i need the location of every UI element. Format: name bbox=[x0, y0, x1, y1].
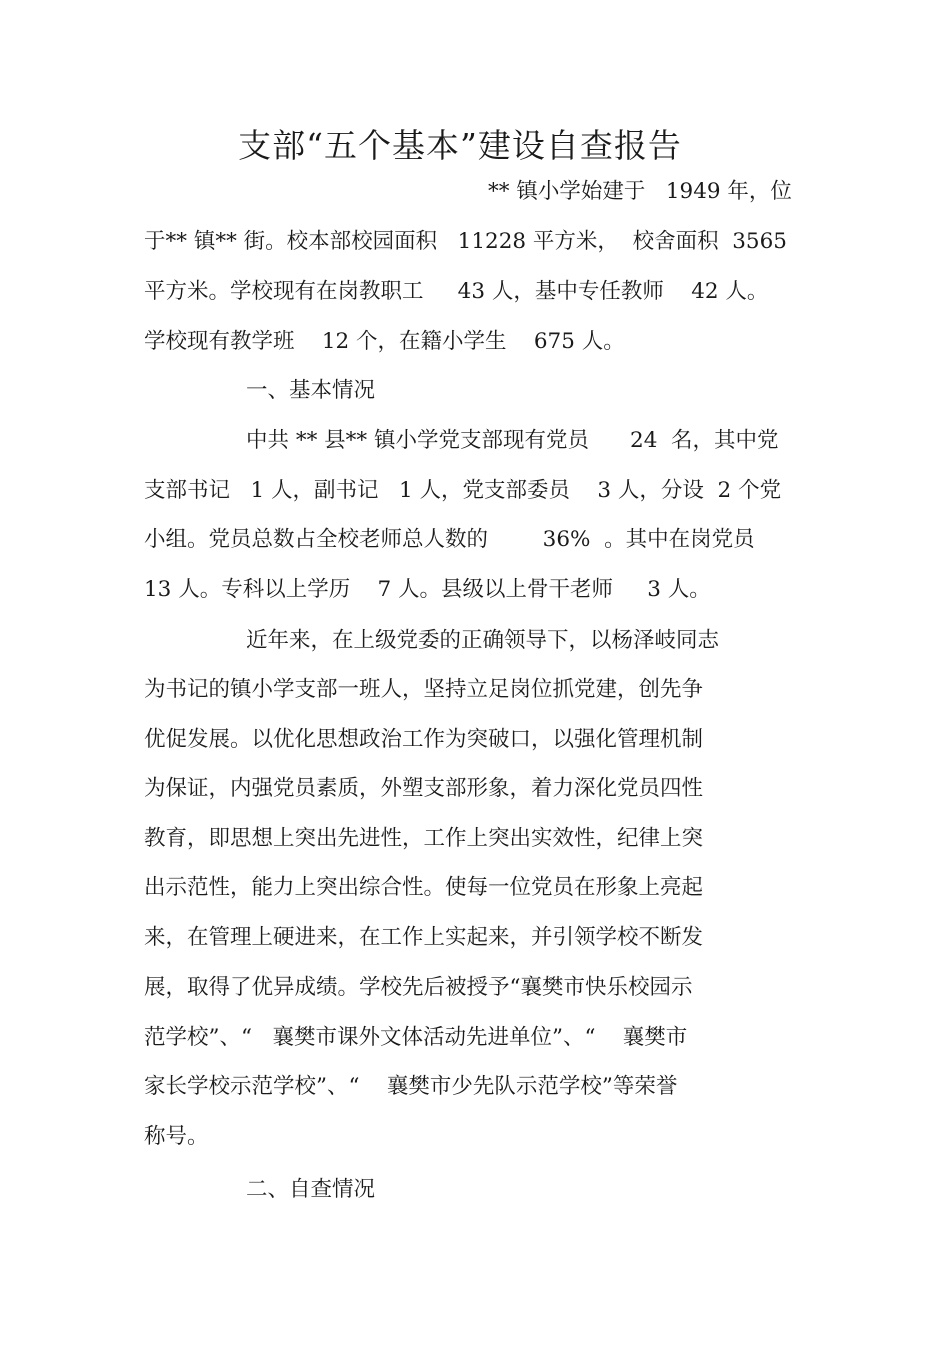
paragraph-line: 于** 镇** 街。校本部校园面积 11228 平方米， 校舍面积 3565 bbox=[144, 229, 787, 254]
paragraph-line: 出示范性，能力上突出综合性。使每一位党员在形象上亮起 bbox=[144, 875, 704, 900]
paragraph-line: 平方米。学校现有在岗教职工 43 人，基中专任教师 42 人。 bbox=[144, 279, 769, 304]
paragraph-line: 称号。 bbox=[144, 1124, 209, 1149]
paragraph-line: 13 人。专科以上学历 7 人。县级以上骨干老师 3 人。 bbox=[144, 577, 711, 602]
paragraph-line: 来，在管理上硬进来，在工作上实起来，并引领学校不断发 bbox=[144, 925, 704, 950]
paragraph-line: 优促发展。以优化思想政治工作为突破口，以强化管理机制 bbox=[144, 727, 704, 752]
paragraph-line: 中共 ** 县** 镇小学党支部现有党员 24 名，其中党 bbox=[246, 428, 779, 453]
paragraph-line: 家长学校示范学校”、“ 襄樊市少先队示范学校”等荣誉 bbox=[144, 1074, 678, 1099]
paragraph-line: 近年来，在上级党委的正确领导下，以杨泽岐同志 bbox=[246, 628, 720, 653]
paragraph-line: 小组。党员总数占全校老师总人数的 36% 。其中在岗党员 bbox=[144, 527, 755, 552]
paragraph-line: 学校现有教学班 12 个，在籍小学生 675 人。 bbox=[144, 329, 625, 354]
section-heading: 二、自查情况 bbox=[246, 1177, 376, 1202]
document-title: 支部“五个基本”建设自查报告 bbox=[238, 126, 682, 165]
paragraph-line: 支部书记 1 人，副书记 1 人，党支部委员 3 人，分设 2 个党 bbox=[144, 478, 782, 503]
paragraph-line: 展，取得了优异成绩。学校先后被授予“襄樊市快乐校园示 bbox=[144, 975, 693, 1000]
paragraph-line: 教育，即思想上突出先进性，工作上突出实效性，纪律上突 bbox=[144, 826, 704, 851]
paragraph-line: ** 镇小学始建于 1949 年，位 bbox=[488, 179, 792, 204]
section-heading: 一、基本情况 bbox=[246, 378, 376, 403]
paragraph-line: 为书记的镇小学支部一班人，坚持立足岗位抓党建，创先争 bbox=[144, 677, 704, 702]
paragraph-line: 为保证，内强党员素质，外塑支部形象，着力深化党员四性 bbox=[144, 776, 704, 801]
paragraph-line: 范学校”、“ 襄樊市课外文体活动先进单位”、“ 襄樊市 bbox=[144, 1025, 688, 1050]
